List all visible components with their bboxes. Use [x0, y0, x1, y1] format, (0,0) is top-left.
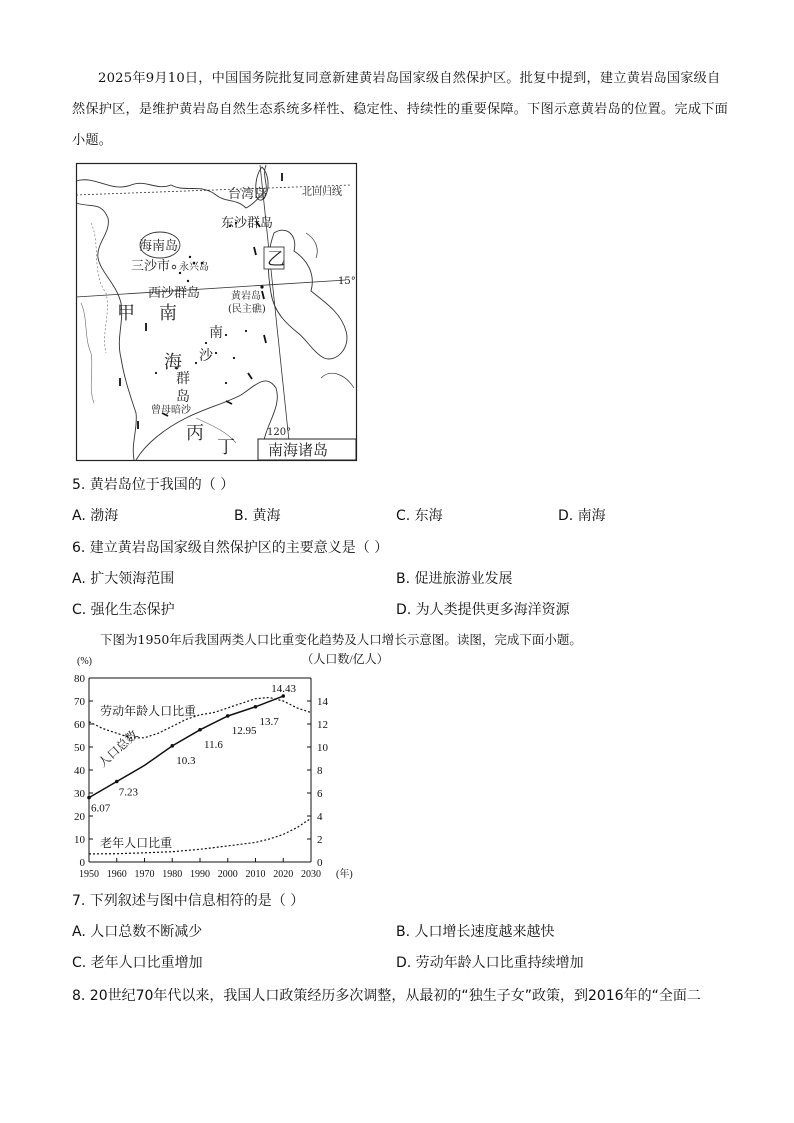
q5-option-d[interactable]: D. 南海	[558, 508, 606, 524]
label-jia: 甲	[117, 303, 135, 324]
x-tick-label: 2000	[217, 869, 238, 880]
data-label: 11.6	[204, 738, 223, 751]
x-tick-label: 1990	[190, 869, 210, 880]
right-tick-label: 12	[317, 719, 328, 731]
left-tick-label: 20	[74, 811, 85, 823]
label-tropic: 北回归线	[302, 187, 342, 198]
right-tick-label: 4	[317, 811, 323, 823]
label-taiwan: 台湾岛	[228, 187, 268, 202]
left-tick-label: 30	[74, 788, 85, 800]
label-minzhu: (民主礁)	[228, 304, 266, 315]
label-xisha: 西沙群岛	[148, 286, 201, 301]
left-tick-label: 40	[74, 765, 85, 777]
label-huangyan: 黄岩岛	[231, 291, 261, 302]
label-hainan: 海南岛	[139, 239, 179, 254]
series-label-total: 人口总数	[95, 727, 141, 770]
data-label: 10.3	[176, 754, 196, 767]
left-unit-label: (%)	[77, 656, 92, 667]
left-tick-label: 80	[74, 673, 85, 685]
q6-option-c[interactable]: C. 强化生态保护	[72, 602, 175, 618]
label-hai: 海	[164, 352, 182, 373]
data-point	[226, 714, 230, 718]
chart-text	[74, 651, 389, 880]
q7-option-c[interactable]: C. 老年人口比重增加	[72, 955, 203, 971]
label-yongxing: 永兴岛	[179, 262, 209, 273]
right-tick-label: 0	[317, 857, 323, 869]
label-zengmu: 曾母暗沙	[151, 405, 191, 416]
intro-paragraph-2: 下图为1950年后我国两类人口比重变化趋势及人口增长示意图。读图，完成下面小题。	[100, 632, 582, 647]
data-label: 7.23	[118, 786, 138, 799]
x-tick-label: 1960	[106, 869, 127, 880]
x-tick-label: 2030	[301, 869, 321, 880]
q7-option-a[interactable]: A. 人口总数不断减少	[72, 924, 203, 940]
question-6-stem: 6. 建立黄岩岛国家级自然保护区的主要意义是（ ）	[72, 540, 389, 556]
q5-option-a[interactable]: A. 渤海	[72, 508, 119, 524]
right-tick-label: 6	[317, 788, 323, 800]
data-label: 14.43	[271, 683, 296, 696]
label-nansha-4: 岛	[176, 389, 190, 405]
label-bing: 丙	[186, 423, 204, 444]
q5-option-b[interactable]: B. 黄海	[234, 508, 281, 524]
label-lon120: 120°	[267, 427, 292, 438]
data-point	[198, 728, 202, 732]
right-tick-label: 14	[317, 696, 328, 708]
x-tick-label: 2010	[245, 869, 266, 880]
series-label-elderly: 老年人口比重	[100, 836, 173, 851]
label-sansha: 三沙市	[131, 259, 171, 274]
intro-paragraph-1: 2025年9月10日，中国国务院批复同意新建黄岩岛国家级自然保护区。批复中提到，建立黄岩岛国家级自然保护区，是维护黄岩岛自然生态系统多样性、稳定性、持续性的重要保障。下图示意黄岩岛的位置。完成下面小题。	[72, 71, 728, 148]
label-ding: 丁	[217, 437, 235, 458]
label-lat15: 15°	[338, 276, 356, 287]
x-tick-label: 2020	[273, 869, 294, 880]
right-tick-label: 10	[317, 742, 328, 754]
label-nansha-2: 沙	[199, 348, 213, 364]
label-nansha-1: 南	[209, 325, 223, 341]
huangyan-marker	[260, 285, 263, 288]
x-tick-label: 1950	[79, 869, 99, 880]
data-point	[254, 705, 258, 709]
left-tick-label: 50	[74, 742, 85, 754]
right-tick-label: 8	[317, 765, 323, 777]
left-tick-label: 60	[74, 719, 85, 731]
x-unit-label: (年)	[336, 869, 353, 880]
south-china-sea-map	[76, 163, 357, 461]
left-tick-label: 10	[74, 834, 85, 846]
left-tick-label: 70	[74, 696, 85, 708]
series-label-labor: 劳动年龄人口比重	[100, 703, 197, 718]
q6-option-a[interactable]: A. 扩大领海范围	[72, 571, 175, 587]
label-yi: 乙	[267, 249, 285, 270]
label-dongsha: 东沙群岛	[221, 216, 274, 231]
q5-option-c[interactable]: C. 东海	[396, 508, 443, 524]
q6-option-d[interactable]: D. 为人类提供更多海洋资源	[396, 602, 570, 618]
population-chart	[62, 650, 389, 885]
question-7-stem: 7. 下列叙述与图中信息相符的是（ ）	[72, 893, 305, 909]
data-point	[170, 744, 174, 748]
q7-option-b[interactable]: B. 人口增长速度越来越快	[396, 924, 555, 940]
data-point	[115, 780, 119, 784]
question-8-stem: 8. 20世纪70年代以来，我国人口政策经历多次调整，从最初的“独生子女”政策，到2016年的“全面二	[72, 988, 701, 1004]
data-point	[87, 796, 91, 800]
label-nan: 南	[159, 303, 177, 324]
right-unit-label: （人口数/亿人）	[301, 652, 389, 666]
data-label: 12.95	[231, 724, 257, 737]
data-label: 6.07	[91, 802, 111, 815]
q7-option-d[interactable]: D. 劳动年龄人口比重持续增加	[396, 955, 584, 971]
q6-option-b[interactable]: B. 促进旅游业发展	[396, 571, 513, 587]
right-tick-label: 2	[317, 834, 323, 846]
x-tick-label: 1980	[162, 869, 183, 880]
data-label: 13.7	[259, 715, 279, 728]
label-nansha-3: 群	[176, 371, 190, 387]
question-5-stem: 5. 黄岩岛位于我国的（ ）	[72, 477, 235, 493]
label-inset: 南海诸岛	[268, 441, 329, 459]
x-tick-label: 1970	[134, 869, 155, 880]
left-tick-label: 0	[79, 857, 85, 869]
